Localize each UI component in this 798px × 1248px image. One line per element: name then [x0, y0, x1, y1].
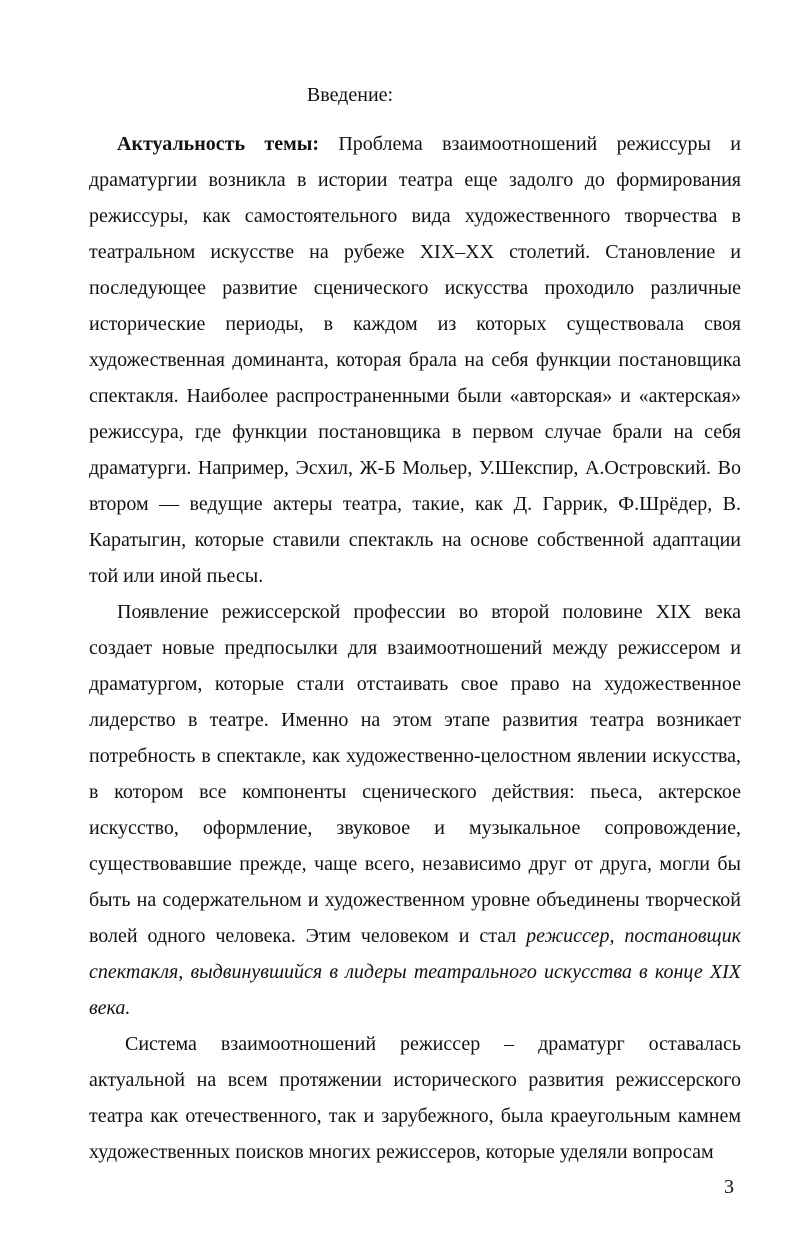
paragraph-relevance: [89, 126, 741, 594]
profession-emphasis: режиссер, постановщик спектакля, выдвинувшийся в лидеры театрального искусства в конце XIX века.: [89, 925, 741, 1019]
relevance-lead: Актуальность темы:: [117, 133, 319, 155]
profession-text: Появление режиссерской профессии во второй половине XIX века создает новые предпосылки для взаимоотношений между режиссером и драматургом, которые стали отстаивать свое право на художественное лидерство в театре. Именно на этом этапе развития театра возникает потребность в спектакле, как художественно-целостном явлении искусства, в котором все компоненты сценического действия: пьеса, актерское искусство, оформление, звуковое и музыкальное сопровождение, существовавшие прежде, чаще всего, независимо друг от друга, могли бы быть на содержательном и художественном уровне объединены творческой волей одного человека. Этим человеком и стал: [89, 601, 741, 947]
document-body: [89, 126, 741, 1170]
paragraph-director-profession: [89, 594, 741, 1026]
page-title: Введение:: [306, 84, 394, 106]
paragraph-system-relations: [89, 1026, 741, 1170]
page-number: 3: [724, 1176, 734, 1198]
relevance-text: Проблема взаимоотношений режиссуры и драматургии возникла в истории театра еще задолго до формирования режиссуры, как самостоятельного вида художественного творчества в театральном искусстве на рубеже XIX–XX столетий. Становление и последующее развитие сценического искусства проходило различные исторические периоды, в каждом из которых существовала своя художественная доминанта, которая брала на себя функции постановщика спектакля. Наиболее распространенными были «авторская» и «актерская» режиссура, где функции постановщика в первом случае брали на себя драматурги. Например, Эсхил, Ж-Б Мольер, У.Шекспир, А.Островский. Во втором — ведущие актеры театра, такие, как Д. Гаррик, Ф.Шрёдер, В. Каратыгин, которые ставили спектакль на основе собственной адаптации той или иной пьесы.: [89, 133, 741, 587]
system-text: Система взаимоотношений режиссер – драматург оставалась актуальной на всем протяжении исторического развития режиссерского театра как отечественного, так и зарубежного, была краеугольным камнем художественных поисков многих режиссеров, которые уделяли вопросам: [89, 1033, 741, 1163]
